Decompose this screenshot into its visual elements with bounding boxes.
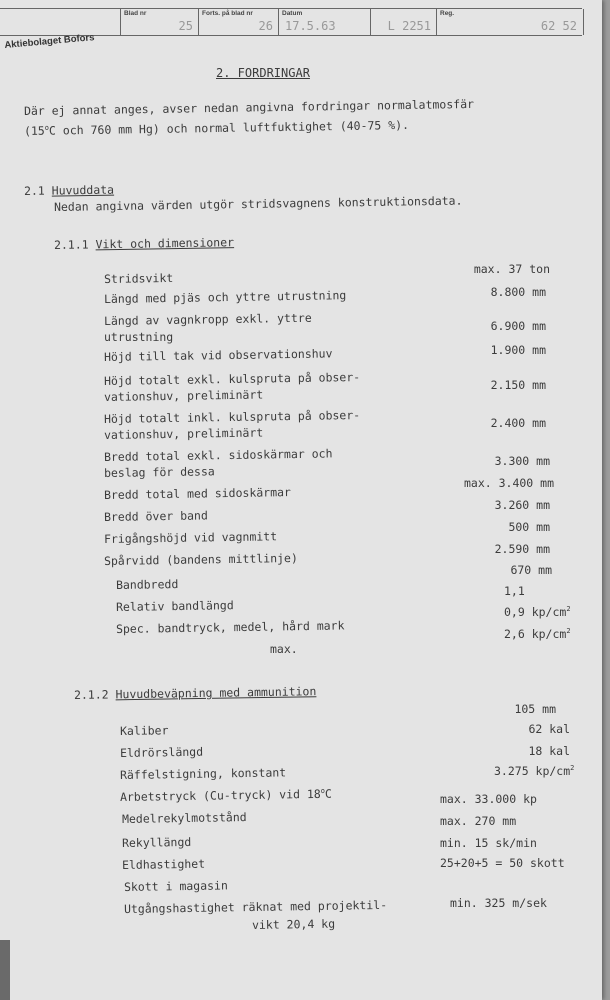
intro-line-1: Där ej annat anges, avser nedan angivna fordringar normalatmosfär: [23, 96, 475, 118]
blad-nr-value: 25: [178, 19, 193, 33]
vapen-row-label-cont: vikt 20,4 kg: [251, 916, 336, 932]
forts-value: 26: [258, 19, 273, 33]
vikt-row-value: 2.150 mm: [490, 378, 546, 392]
vikt-row-value: 500 mm: [508, 520, 550, 534]
datum-value: 17.5.63: [285, 19, 336, 33]
intro-line-2-b: C och 760 mm Hg) och normal luftfuktighet (40-75 %).: [48, 117, 410, 138]
vapen-row-label: Rekyllängd: [121, 834, 192, 850]
value-text: 2,6 kp/cm: [504, 627, 567, 641]
vapen-row-label: Kaliber: [119, 723, 169, 738]
reg-value: 62 52: [540, 19, 577, 33]
ref-value: L 2251: [387, 19, 431, 33]
vapen-row-label: [120, 787, 332, 804]
vikt-row-label-cont: vationshuv, preliminärt: [103, 387, 264, 404]
vikt-row-label: Höjd totalt exkl. kulspruta på obser-: [103, 369, 361, 388]
vikt-row-value: [504, 627, 571, 641]
vapen-row-value: min. 325 m/sek: [450, 896, 547, 910]
intro-degree-sup: o: [44, 123, 50, 132]
ref-cell: [370, 9, 437, 35]
section-2-1-1-title: Vikt och dimensioner: [95, 235, 235, 252]
vapen-row-value: 25+20+5 = 50 skott: [440, 856, 565, 870]
section-2-1-2-title: Huvudbeväpning med ammunition: [115, 684, 317, 702]
intro-line-2-a: (15: [23, 123, 45, 138]
vapen-row-label: Eldhastighet: [121, 856, 206, 872]
section-2-1-num: 2.1: [23, 183, 45, 198]
datum-cell: [278, 9, 371, 35]
vikt-row-label: Frigångshöjd vid vagnmitt: [103, 529, 278, 546]
intro-line-2: [24, 118, 409, 138]
vikt-row-value: max. 3.400 mm: [463, 476, 554, 490]
section-2-1-2-num: 2.1.2: [73, 687, 109, 702]
value-text: 3.275 kp/cm: [494, 764, 571, 778]
vikt-row-label: Relativ bandlängd: [115, 598, 234, 614]
vapen-row-value: 18 kal: [528, 744, 570, 758]
vikt-row-label: Bandbredd: [115, 577, 179, 592]
value-text: 0,9 kp/cm: [504, 605, 567, 619]
blad-nr-cell: [120, 9, 199, 35]
value-sup: 2: [570, 764, 575, 773]
reg-label: Reg.: [440, 10, 455, 17]
vikt-row-value: 3.300 mm: [494, 454, 550, 468]
vikt-row-label-cont: vationshuv, preliminärt: [103, 425, 264, 442]
vikt-row-label: Bredd över band: [103, 508, 208, 524]
vikt-row-value: 8.800 mm: [490, 285, 546, 299]
vikt-row-value: 1.900 mm: [490, 343, 546, 357]
label-tail: C: [324, 786, 333, 801]
forts-cell: [198, 9, 279, 35]
section-2-1-text: Nedan angivna värden utgör stridsvagnens konstruktionsdata.: [53, 193, 463, 214]
vikt-row-label: Spårvidd (bandens mittlinje): [103, 550, 298, 568]
vikt-row-label-cont: utrustning: [104, 330, 174, 344]
vapen-row-label: Utgångshastighet räknat med projektil-: [123, 897, 388, 916]
forts-label: Forts. på blad nr: [202, 10, 253, 17]
vikt-row-value: [504, 605, 571, 619]
page-edge-shadow: [0, 940, 10, 1000]
vapen-row-value: [494, 764, 574, 778]
vikt-row-label: Bredd total med sidoskärmar: [103, 485, 292, 502]
vapen-row-label: Medelrekylmotstånd: [121, 810, 247, 826]
vapen-row-value: 62 kal: [528, 722, 570, 736]
vikt-row-label: Höjd till tak vid observationshuv: [103, 346, 333, 364]
vikt-row-value: 3.260 mm: [494, 498, 550, 512]
vikt-row-value: 2.590 mm: [494, 542, 550, 556]
vapen-row-label: Skott i magasin: [123, 878, 228, 894]
reg-cell: [436, 9, 584, 35]
vikt-row-label-cont: beslag för dessa: [103, 464, 215, 480]
vapen-row-value: max. 270 mm: [440, 814, 517, 828]
vapen-row-value: 105 mm: [514, 702, 556, 716]
datum-label: Datum: [282, 10, 303, 17]
vapen-row-value: min. 15 sk/min: [440, 836, 537, 850]
vikt-row-label: Stridsvikt: [103, 270, 174, 286]
vapen-row-label: Räffelstigning, konstant: [119, 765, 287, 782]
section-2-1-2-heading: [74, 684, 317, 702]
company-name: Aktiebolaget Bofors: [4, 32, 95, 51]
vikt-row-label: Bredd total exkl. sidoskärmar och: [103, 446, 333, 464]
vikt-row-label: Höjd totalt inkl. kulspruta på obser-: [103, 407, 361, 426]
value-sup: 2: [566, 627, 571, 636]
vapen-row-value: max. 33.000 kp: [440, 792, 537, 806]
section-2-1-1-num: 2.1.1: [53, 237, 89, 252]
vapen-row-label: Eldrörslängd: [119, 744, 204, 760]
blad-nr-label: Blad nr: [124, 10, 147, 17]
vikt-row-value: 1,1: [504, 584, 525, 598]
vikt-row-value: 6.900 mm: [490, 319, 546, 333]
vikt-row-label: Längd med pjäs och yttre utrustning: [103, 288, 347, 306]
value-sup: 2: [566, 605, 571, 614]
label-sup: o: [320, 786, 326, 796]
vikt-row-value: max. 37 ton: [473, 262, 550, 276]
vikt-row-value: 2.400 mm: [490, 416, 546, 430]
vikt-row-label: max.: [270, 642, 298, 656]
vikt-row-label: Spec. bandtryck, medel, hård mark: [115, 618, 345, 636]
vikt-row-value: 670 mm: [510, 563, 552, 577]
section-2-1-heading: [24, 183, 114, 198]
section-2-1-title: Huvuddata: [51, 182, 115, 198]
section-2-1-1-heading: [54, 235, 234, 252]
label-text: Arbetstryck (Cu-tryck) vid 18: [119, 786, 321, 804]
section-title: 2. FORDRINGAR: [216, 66, 310, 80]
vikt-row-label: Längd av vagnkropp exkl. yttre: [103, 310, 312, 328]
